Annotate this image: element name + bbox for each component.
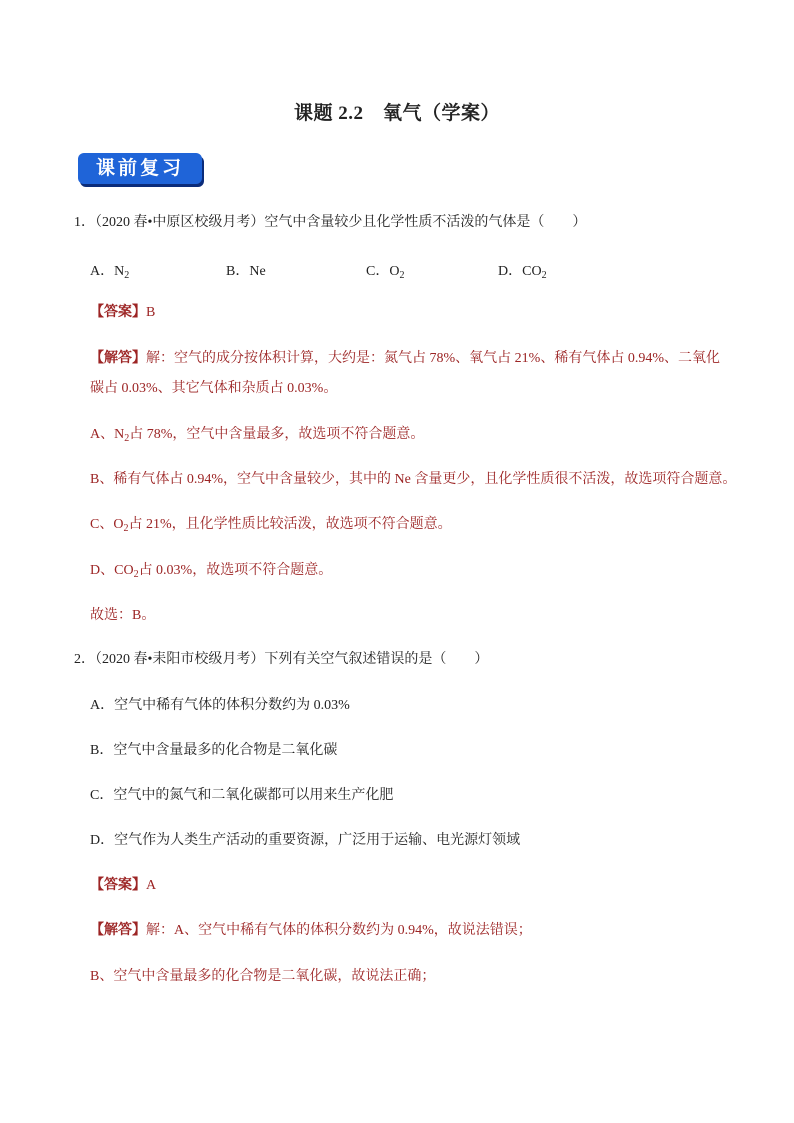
q2-option-c: C．空气中的氮气和二氧化碳都可以用来生产化肥 xyxy=(90,788,394,803)
q1-analysis-a: A、$N_2$占 78%，空气中含量最多，故选项不符合题意。 xyxy=(90,427,425,444)
q2-analysis-line-1: 【解答】解：A、空气中稀有气体的体积分数约为 0.94%，故说法错误； xyxy=(90,923,532,938)
q1-analysis-d: D、$CO_2$占 0.03%，故选项不符合题意。 xyxy=(90,563,333,580)
q1-analysis-c: C、$O_2$占 21%，且化学性质比较活泼，故选项不符合题意。 xyxy=(90,517,452,534)
question-2-stem: 2．（2020 春•耒阳市校级月考）下列有关空气叙述错误的是（ ） xyxy=(74,652,489,667)
page-title: 课题 2.2 氧气（学案） xyxy=(293,103,500,124)
q1-option-a: A．$N_2$ xyxy=(90,264,130,281)
q2-option-a: A．空气中稀有气体的体积分数约为 0.03% xyxy=(90,698,350,713)
q1-analysis-line-1: 【解答】解：空气的成分按体积计算，大约是：氮气占 78%、氧气占 21%、稀有气体占 0.94%、二氧化 xyxy=(90,351,720,366)
question-1-stem: 1．（2020 春•中原区校级月考）空气中含量较少且化学性质不活泼的气体是（ ） xyxy=(74,215,587,230)
q1-analysis-line-2: 碳占 0.03%、其它气体和杂质占 0.03%。 xyxy=(90,381,338,396)
q1-option-d: D．$CO_2$ xyxy=(498,264,547,281)
q2-answer: 【答案】A xyxy=(90,878,157,893)
q1-analysis-b: B、稀有气体占 0.94%，空气中含量较少，其中的 Ne 含量更少，且化学性质很不活泼，故选项符合题意。 xyxy=(90,472,737,487)
q1-option-b: B．Ne xyxy=(226,264,266,279)
q1-option-c: C．$O_2$ xyxy=(366,264,405,281)
q1-final-answer: 故选：B。 xyxy=(90,608,156,623)
q2-analysis-line-2: B、空气中含量最多的化合物是二氧化碳，故说法正确； xyxy=(90,969,436,984)
section-badge: 课前复习 xyxy=(78,153,202,184)
q2-option-b: B．空气中含量最多的化合物是二氧化碳 xyxy=(90,743,338,758)
q2-option-d: D．空气作为人类生产活动的重要资源，广泛用于运输、电光源灯领域 xyxy=(90,833,521,848)
q1-answer: 【答案】B xyxy=(90,305,156,320)
